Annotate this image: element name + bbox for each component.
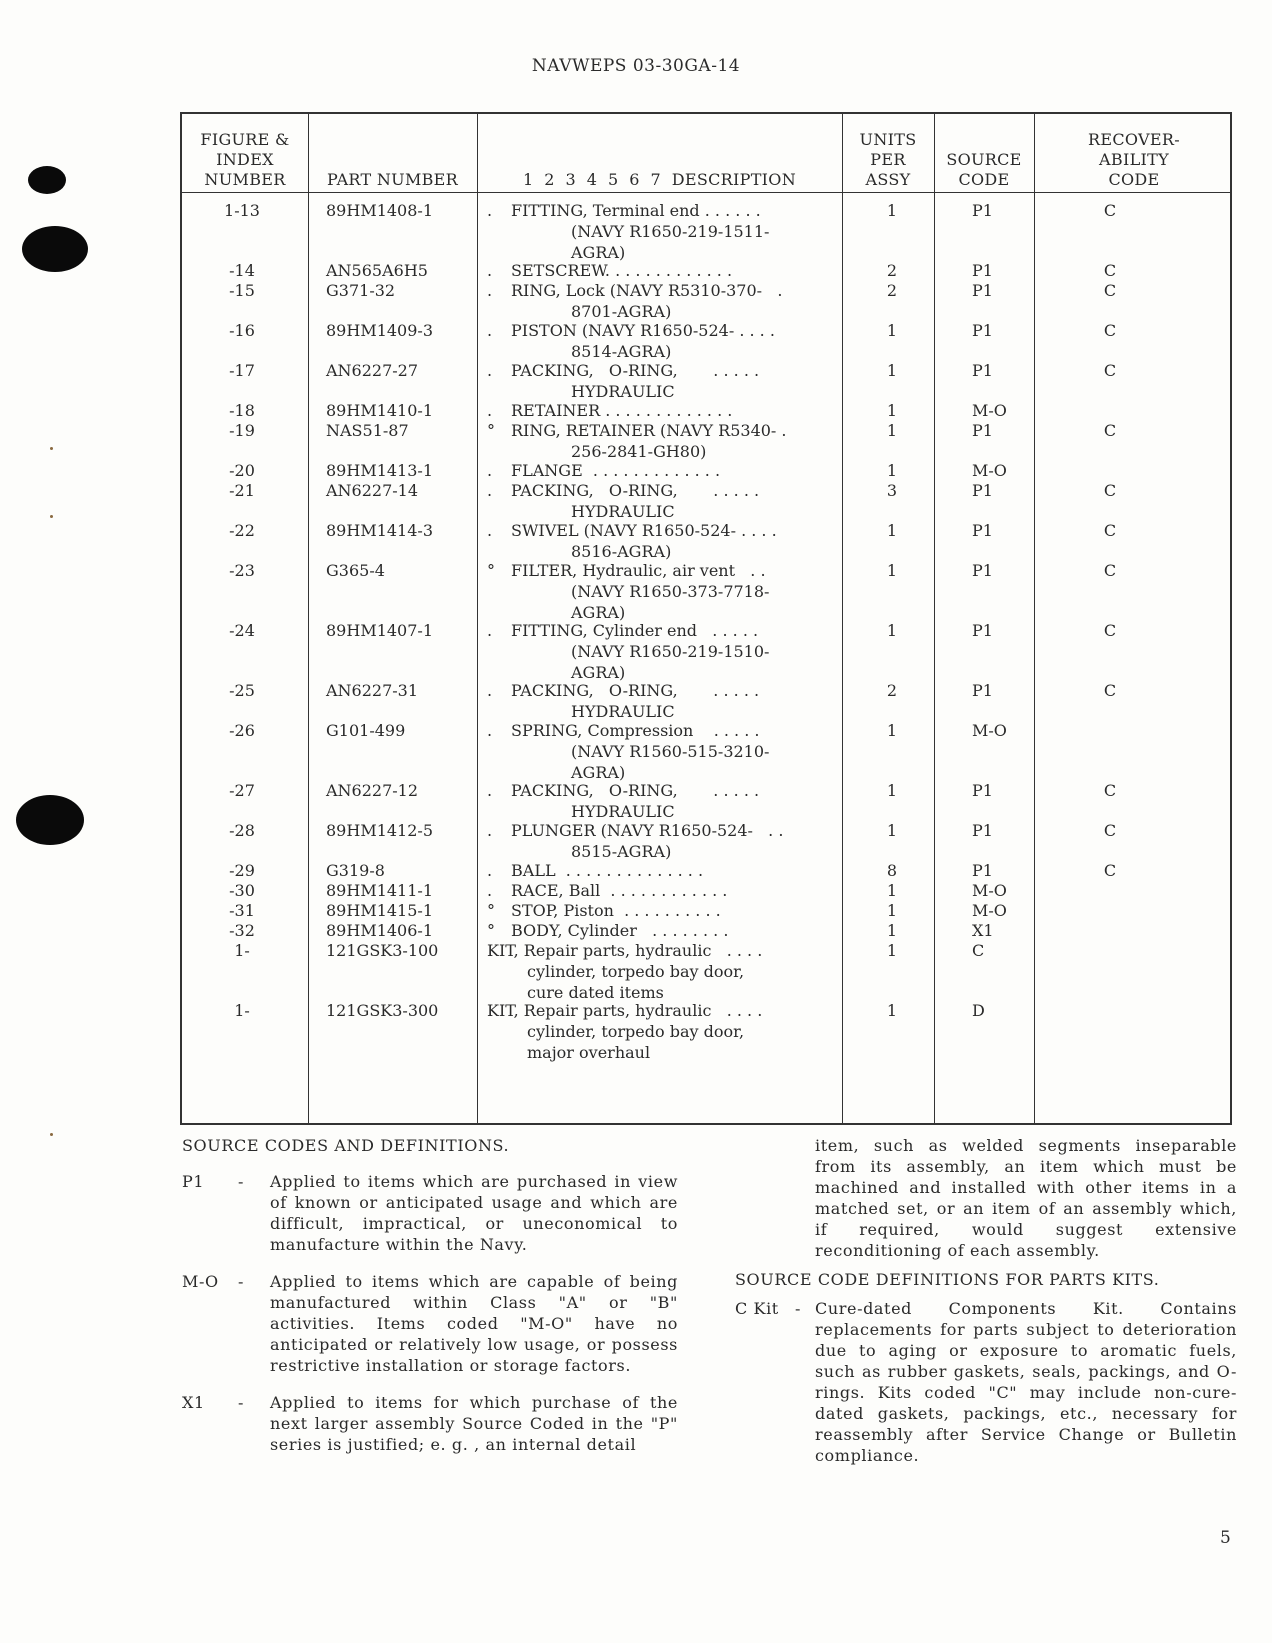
- part-number-cell: 89HM1407-1: [326, 621, 433, 640]
- indent-dot: °: [487, 561, 495, 580]
- description-cell: . SPRING, Compression . . . . . (NAVY R1560-515-3210- AGRA): [487, 721, 770, 782]
- indent-dot: .: [487, 861, 493, 880]
- source-code-cell: P1: [972, 261, 993, 280]
- units-per-assy-cell: 2: [886, 281, 898, 300]
- units-per-assy-cell: 1: [886, 821, 898, 840]
- recoverability-code-cell: C: [1103, 681, 1117, 700]
- figure-index-cell: -20: [229, 461, 255, 480]
- recoverability-code-cell: C: [1103, 821, 1117, 840]
- indent-dot: .: [487, 881, 493, 900]
- source-codes-left-column: [182, 1135, 678, 1455]
- description-cell: . RETAINER . . . . . . . . . . . . .: [487, 401, 733, 420]
- source-code-cell: P1: [972, 201, 993, 220]
- units-per-assy-cell: 1: [886, 881, 898, 900]
- figure-index-cell: -30: [229, 881, 255, 900]
- description-cell: . PACKING, O-RING, . . . . . HYDRAULIC: [487, 481, 760, 521]
- parts-list-table: [180, 112, 1232, 1125]
- page-number: 5: [1220, 1528, 1231, 1548]
- definition-x1: X1 - Applied to items for which purchase of the next larger assembly Source Coded in the "P" series is justified; e. g. , an internal detail: [182, 1393, 678, 1454]
- description-cell: . PACKING, O-RING, . . . . . HYDRAULIC: [487, 681, 760, 721]
- binder-hole-1: [28, 166, 66, 194]
- part-number-cell: 89HM1414-3: [326, 521, 433, 540]
- figure-index-cell: -15: [229, 281, 255, 300]
- figure-index-cell: -32: [229, 921, 255, 940]
- recoverability-code-cell: C: [1103, 781, 1117, 800]
- definition-p1: P1 - Applied to items which are purchased in view of known or anticipated usage and which are difficult, impractical, or uneconomical to manufacture within the Navy.: [182, 1172, 678, 1254]
- indent-dot: .: [487, 821, 493, 840]
- recoverability-code-cell: C: [1103, 361, 1117, 380]
- indent-dot: .: [487, 361, 493, 380]
- figure-index-cell: -17: [229, 361, 255, 380]
- description-cell: . SWIVEL (NAVY R1650-524- . . . . 8516-AGRA): [487, 521, 777, 561]
- recoverability-code-cell: C: [1103, 861, 1117, 880]
- recoverability-code-cell: C: [1103, 321, 1117, 340]
- units-per-assy-cell: 1: [886, 401, 898, 420]
- part-number-cell: AN6227-27: [326, 361, 419, 380]
- scan-speck: [50, 447, 53, 450]
- part-number-cell: G371-32: [326, 281, 396, 300]
- description-cell: ° FILTER, Hydraulic, air vent . . (NAVY R1650-373-7718- AGRA): [487, 561, 770, 622]
- kits-definitions-title: SOURCE CODE DEFINITIONS FOR PARTS KITS.: [735, 1270, 1160, 1289]
- units-per-assy-cell: 2: [886, 681, 898, 700]
- recoverability-code-cell: C: [1103, 281, 1117, 300]
- source-code-cell: P1: [972, 821, 993, 840]
- part-number-cell: 89HM1409-3: [326, 321, 433, 340]
- recoverability-code-cell: C: [1103, 261, 1117, 280]
- units-per-assy-cell: 3: [886, 481, 898, 500]
- figure-index-cell: -14: [229, 261, 255, 280]
- description-cell: . PLUNGER (NAVY R1650-524- . . 8515-AGRA): [487, 821, 784, 861]
- source-code-cell: P1: [972, 781, 993, 800]
- header-recoverability-code: RECOVER- ABILITY CODE: [1088, 130, 1180, 189]
- source-code-cell: P1: [972, 421, 993, 440]
- units-per-assy-cell: 1: [886, 921, 898, 940]
- source-code-cell: M-O: [972, 401, 1007, 420]
- part-number-cell: 89HM1406-1: [326, 921, 433, 940]
- indent-dot: °: [487, 901, 495, 920]
- source-code-cell: P1: [972, 521, 993, 540]
- figure-index-cell: -25: [229, 681, 255, 700]
- binder-hole-3: [16, 795, 84, 845]
- units-per-assy-cell: 1: [886, 361, 898, 380]
- recoverability-code-cell: C: [1103, 201, 1117, 220]
- description-cell: . PACKING, O-RING, . . . . . HYDRAULIC: [487, 781, 760, 821]
- part-number-cell: AN6227-12: [326, 781, 419, 800]
- part-number-cell: 89HM1413-1: [326, 461, 433, 480]
- part-number-cell: G365-4: [326, 561, 385, 580]
- part-number-cell: 89HM1415-1: [326, 901, 433, 920]
- source-code-cell: C: [972, 941, 985, 960]
- indent-dot: .: [487, 781, 493, 800]
- figure-index-cell: -21: [229, 481, 255, 500]
- figure-index-cell: -27: [229, 781, 255, 800]
- units-per-assy-cell: 1: [886, 901, 898, 920]
- description-cell: . PACKING, O-RING, . . . . . HYDRAULIC: [487, 361, 760, 401]
- source-code-cell: M-O: [972, 461, 1007, 480]
- indent-dot: °: [487, 421, 495, 440]
- source-code-cell: P1: [972, 361, 993, 380]
- figure-index-cell: -28: [229, 821, 255, 840]
- units-per-assy-cell: 1: [886, 461, 898, 480]
- description-cell: . FITTING, Terminal end . . . . . . (NAVY R1650-219-1511- AGRA): [487, 201, 770, 262]
- figure-index-cell: 1-: [234, 1001, 250, 1020]
- indent-dot: °: [487, 921, 495, 940]
- indent-dot: .: [487, 521, 493, 540]
- indent-dot: .: [487, 721, 493, 740]
- description-cell: ° BODY, Cylinder . . . . . . . .: [487, 921, 729, 940]
- definition-m-o: M-O - Applied to items which are capable of being manufactured within Class "A" or "B" activities. Items coded "M-O" have no anticipated or relatively low usage, or possess restrictive installation or storage factors.: [182, 1272, 678, 1375]
- scan-speck: [50, 515, 53, 518]
- source-code-cell: P1: [972, 561, 993, 580]
- source-code-cell: M-O: [972, 721, 1007, 740]
- description-cell: ° RING, RETAINER (NAVY R5340- . 256-2841-GH80): [487, 421, 787, 461]
- header-description: 1 2 3 4 5 6 7 DESCRIPTION: [522, 170, 796, 189]
- figure-index-cell: -29: [229, 861, 255, 880]
- units-per-assy-cell: 1: [886, 621, 898, 640]
- header-units-per-assy: UNITS PER ASSY: [859, 130, 917, 189]
- description-cell: KIT, Repair parts, hydraulic . . . . cylinder, torpedo bay door, major overhaul: [487, 1001, 763, 1062]
- units-per-assy-cell: 1: [886, 321, 898, 340]
- source-code-cell: P1: [972, 281, 993, 300]
- source-code-cell: P1: [972, 681, 993, 700]
- header-part-number: PART NUMBER: [326, 170, 459, 189]
- units-per-assy-cell: 1: [886, 521, 898, 540]
- part-number-cell: 89HM1411-1: [326, 881, 433, 900]
- header-source-code: SOURCE CODE: [946, 150, 1022, 189]
- indent-dot: .: [487, 261, 493, 280]
- figure-index-cell: -26: [229, 721, 255, 740]
- figure-index-cell: -19: [229, 421, 255, 440]
- description-cell: ° STOP, Piston . . . . . . . . . .: [487, 901, 721, 920]
- description-cell: . PISTON (NAVY R1650-524- . . . . 8514-AGRA): [487, 321, 775, 361]
- description-cell: . FITTING, Cylinder end . . . . . (NAVY R1650-219-1510- AGRA): [487, 621, 770, 682]
- units-per-assy-cell: 1: [886, 201, 898, 220]
- units-per-assy-cell: 8: [886, 861, 898, 880]
- source-code-cell: D: [972, 1001, 985, 1020]
- part-number-cell: AN565A6H5: [326, 261, 428, 280]
- indent-dot: .: [487, 401, 493, 420]
- units-per-assy-cell: 1: [886, 781, 898, 800]
- part-number-cell: AN6227-14: [326, 481, 419, 500]
- description-cell: . RING, Lock (NAVY R5310-370- . 8701-AGRA): [487, 281, 783, 321]
- figure-index-cell: -23: [229, 561, 255, 580]
- binder-hole-2: [22, 226, 88, 272]
- part-number-cell: 89HM1412-5: [326, 821, 433, 840]
- units-per-assy-cell: 1: [886, 561, 898, 580]
- units-per-assy-cell: 1: [886, 1001, 898, 1020]
- part-number-cell: G319-8: [326, 861, 385, 880]
- source-code-cell: P1: [972, 621, 993, 640]
- source-code-cell: P1: [972, 321, 993, 340]
- indent-dot: .: [487, 321, 493, 340]
- units-per-assy-cell: 2: [886, 261, 898, 280]
- part-number-cell: 89HM1410-1: [326, 401, 433, 420]
- header-figure-index: FIGURE & INDEX NUMBER: [200, 130, 290, 189]
- figure-index-cell: -24: [229, 621, 255, 640]
- recoverability-code-cell: C: [1103, 521, 1117, 540]
- figure-index-cell: -31: [229, 901, 255, 920]
- source-codes-right-column: [735, 1135, 1237, 1466]
- units-per-assy-cell: 1: [886, 421, 898, 440]
- figure-index-cell: 1-13: [224, 201, 260, 220]
- part-number-cell: 121GSK3-100: [326, 941, 439, 960]
- indent-dot: .: [487, 461, 493, 480]
- definition-x1-continuation: item, such as welded segments inseparable from its assembly, an item which must be machined and installed with other items in a matched set, or an item of an assembly which, if required, would suggest extensive reconditioning of each assembly.: [815, 1136, 1237, 1260]
- source-code-cell: P1: [972, 861, 993, 880]
- description-cell: . BALL . . . . . . . . . . . . . .: [487, 861, 704, 880]
- part-number-cell: 121GSK3-300: [326, 1001, 439, 1020]
- source-code-cell: M-O: [972, 901, 1007, 920]
- description-cell: KIT, Repair parts, hydraulic . . . . cylinder, torpedo bay door, cure dated items: [487, 941, 763, 1002]
- recoverability-code-cell: C: [1103, 421, 1117, 440]
- units-per-assy-cell: 1: [886, 941, 898, 960]
- description-cell: . SETSCREW. . . . . . . . . . . . .: [487, 261, 733, 280]
- indent-dot: .: [487, 201, 493, 220]
- recoverability-code-cell: C: [1103, 621, 1117, 640]
- source-code-cell: X1: [972, 921, 994, 940]
- description-cell: . FLANGE . . . . . . . . . . . . .: [487, 461, 721, 480]
- units-per-assy-cell: 1: [886, 721, 898, 740]
- part-number-cell: NAS51-87: [326, 421, 409, 440]
- part-number-cell: AN6227-31: [326, 681, 419, 700]
- definition-c-kit: C Kit - Cure-dated Components Kit. Contains replacements for parts subject to deterioration due to aging or exposure to aromatic fuels, such as rubber gaskets, seals, packings, and O-rings. Kits coded "C" may include non-cure-dated gaskets, packings, etc., necessary for reassembly after Service Change or Bulletin compliance.: [735, 1299, 1237, 1465]
- recoverability-code-cell: C: [1103, 561, 1117, 580]
- figure-index-cell: 1-: [234, 941, 250, 960]
- indent-dot: .: [487, 621, 493, 640]
- figure-index-cell: -18: [229, 401, 255, 420]
- figure-index-cell: -22: [229, 521, 255, 540]
- part-number-cell: G101-499: [326, 721, 406, 740]
- scan-speck: [50, 1133, 53, 1136]
- indent-dot: .: [487, 681, 493, 700]
- part-number-cell: 89HM1408-1: [326, 201, 433, 220]
- source-code-cell: M-O: [972, 881, 1007, 900]
- indent-dot: .: [487, 481, 493, 500]
- page-header: NAVWEPS 03-30GA-14: [531, 56, 741, 76]
- definitions-title: SOURCE CODES AND DEFINITIONS.: [182, 1136, 510, 1155]
- recoverability-code-cell: C: [1103, 481, 1117, 500]
- indent-dot: .: [487, 281, 493, 300]
- description-cell: . RACE, Ball . . . . . . . . . . . .: [487, 881, 728, 900]
- source-code-cell: P1: [972, 481, 993, 500]
- figure-index-cell: -16: [229, 321, 255, 340]
